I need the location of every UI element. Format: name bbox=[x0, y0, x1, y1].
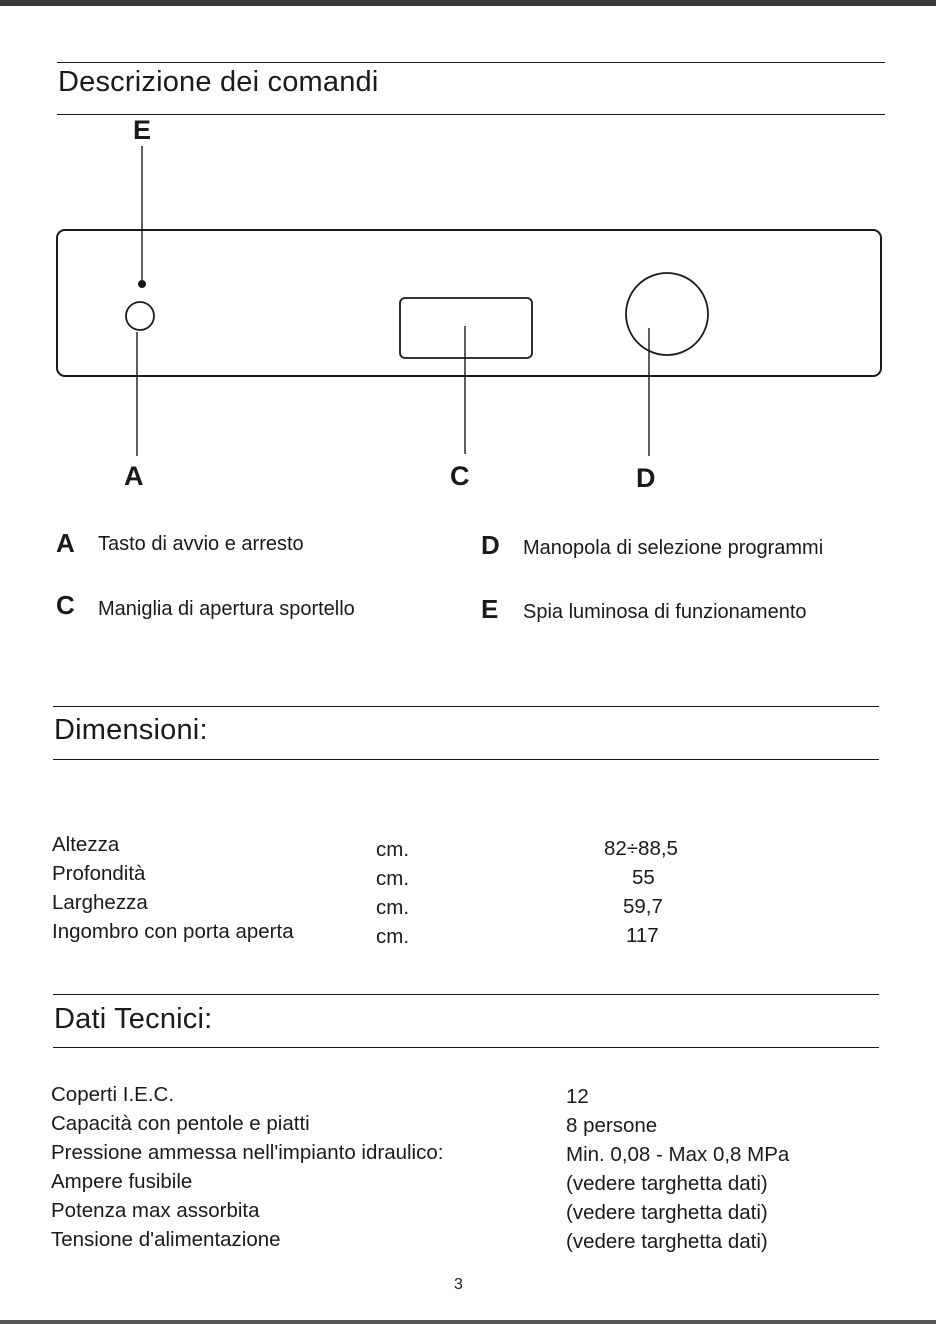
dimension-unit: cm. bbox=[376, 896, 410, 919]
legend-text-c: Maniglia di apertura sportello bbox=[98, 598, 355, 620]
technical-value: 8 persone bbox=[566, 1114, 658, 1137]
section-rule-bottom bbox=[53, 759, 879, 760]
technical-value: Min. 0,08 - Max 0,8 MPa bbox=[566, 1143, 790, 1166]
legend-letter-e: E bbox=[481, 594, 499, 624]
dimension-value: 117 bbox=[626, 924, 659, 947]
control-panel-outline bbox=[57, 230, 881, 376]
diagram-label-d: D bbox=[636, 463, 656, 493]
section-rule-top bbox=[53, 994, 879, 995]
dimension-value: 59,7 bbox=[623, 895, 663, 918]
door-handle-shape bbox=[400, 298, 532, 358]
technical-label: Tensione d'alimentazione bbox=[51, 1228, 281, 1251]
technical-value: (vedere targhetta dati) bbox=[566, 1201, 768, 1224]
technical-label: Potenza max assorbita bbox=[51, 1199, 260, 1222]
technical-value: (vedere targhetta dati) bbox=[566, 1230, 768, 1253]
technical-label: Coperti I.E.C. bbox=[51, 1083, 175, 1106]
section-rule-bottom bbox=[53, 1047, 879, 1048]
scan-bottom-edge bbox=[0, 1320, 936, 1324]
start-stop-button-shape bbox=[126, 302, 154, 330]
technical-label: Capacità con pentole e piatti bbox=[51, 1112, 310, 1135]
legend-text-d: Manopola di selezione programmi bbox=[523, 537, 824, 559]
dimension-unit: cm. bbox=[376, 838, 410, 861]
section-title-technical: Dati Tecnici: bbox=[54, 1003, 213, 1035]
diagram-label-c: C bbox=[450, 461, 470, 491]
dimension-unit: cm. bbox=[376, 867, 410, 890]
dimension-label: Larghezza bbox=[52, 891, 148, 914]
technical-value: 12 bbox=[566, 1085, 589, 1108]
program-knob-shape bbox=[626, 273, 708, 355]
legend-letter-a: A bbox=[56, 528, 75, 558]
legend-letter-d: D bbox=[481, 530, 500, 560]
diagram-label-a: A bbox=[124, 461, 144, 491]
dimension-value: 55 bbox=[632, 866, 655, 889]
dimension-label: Ingombro con porta aperta bbox=[52, 920, 294, 943]
section-title-controls: Descrizione dei comandi bbox=[58, 66, 379, 98]
page-number: 3 bbox=[454, 1276, 463, 1293]
indicator-light bbox=[138, 280, 146, 288]
dimension-label: Altezza bbox=[52, 833, 120, 856]
technical-label: Ampere fusibile bbox=[51, 1170, 193, 1193]
technical-value: (vedere targhetta dati) bbox=[566, 1172, 768, 1195]
legend-letter-c: C bbox=[56, 590, 75, 620]
technical-label: Pressione ammessa nell'impianto idraulico: bbox=[51, 1141, 444, 1164]
section-title-dimensions: Dimensioni: bbox=[54, 714, 208, 746]
control-panel-diagram bbox=[0, 0, 936, 520]
section-rule-top bbox=[53, 706, 879, 707]
diagram-label-e: E bbox=[133, 115, 152, 145]
legend-text-e: Spia luminosa di funzionamento bbox=[523, 601, 807, 623]
dimension-unit: cm. bbox=[376, 925, 410, 948]
legend-text-a: Tasto di avvio e arresto bbox=[98, 533, 304, 555]
dimension-value: 82÷88,5 bbox=[604, 837, 678, 860]
dimension-label: Profondità bbox=[52, 862, 146, 885]
